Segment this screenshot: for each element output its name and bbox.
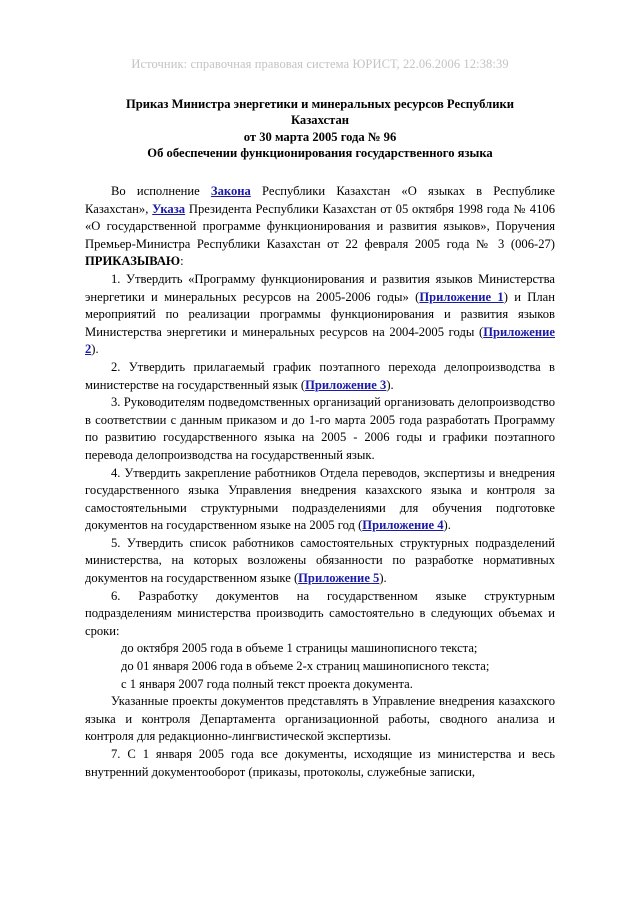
link-prilozhenie-2[interactable]: Приложение 2 — [85, 324, 555, 357]
preamble-text-1: Во исполнение — [111, 184, 211, 198]
order-item-5 — [85, 535, 555, 588]
link-zakon[interactable]: Закона — [210, 184, 251, 198]
preamble-paragraph — [85, 183, 555, 271]
preamble-text-3: Президента Республики Казахстан от 05 октября 1998 года № 4106 «О государственной программе функционирования и развития языков», Поручения Премьер-Министра Республики Казахстан от 22 февраля 2005 года № 3 (006-27) — [85, 201, 555, 251]
deadline-item-1: до октября 2005 года в объеме 1 страницы машинописного текста; — [121, 641, 478, 656]
order-item-7: 7. С 1 января 2005 года все документы, исходящие из министерства и весь внутренний документооборот (приказы, протоколы, служебные записки, — [85, 747, 555, 779]
document-body — [85, 183, 555, 781]
page-title-line-2: Казахстан — [290, 113, 350, 128]
order-item-3: 3. Руководителям подведомственных организаций организовать делопроизводство в соответствии с данным приказом и до 1-го марта 2005 года разработать Программу по развитию государственного языка на 2005 - 2006 годы и графики поэтапного перевода делопроизводства на государственный язык. — [85, 395, 555, 462]
item-4-text-1: 4. Утвердить закрепление работников Отдела переводов, экспертизы и внедрения государственного языка Управления внедрения казахского языка и контроля за самостоятельными структурными подразделениями для обучения подготовке документов на государственном языке на 2005 год ( — [85, 465, 555, 533]
link-prilozhenie-3[interactable]: Приложение 3 — [305, 377, 387, 392]
order-item-4 — [85, 465, 555, 535]
submission-paragraph: Указанные проекты документов представлять в Управление внедрения казахского языка и контроля Департамента организационной работы, сводного анализа и контроля для редакционно-лингвистической экспертизы. — [85, 694, 555, 744]
source-header: Источник: справочная правовая система ЮРИСТ, 22.06.2006 12:38:39 — [131, 57, 509, 71]
document-subject-line: Об обеспечении функционирования государственного языка — [147, 145, 493, 160]
deadline-item-2: до 01 января 2006 года в объеме 2-х страниц машинописного текста; — [121, 659, 490, 674]
link-prilozhenie-4[interactable]: Приложение 4 — [362, 518, 444, 533]
item-1-text-3: ). — [91, 342, 99, 357]
link-ukaz[interactable]: Указа — [152, 201, 186, 216]
item-4-text-2: ). — [443, 518, 451, 533]
link-prilozhenie-5[interactable]: Приложение 5 — [298, 571, 380, 586]
page-title-line-1: Приказ Министра энергетики и минеральных ресурсов Республики — [125, 97, 514, 111]
deadline-item-3: с 1 января 2007 года полный текст проекта документа. — [121, 676, 413, 691]
order-item-6: 6. Разработку документов на государственном языке структурным подразделениям министерства производить самостоятельно в следующих объемах и сроки: — [85, 588, 555, 638]
preamble-text-2: Республики Казахстан «О языках в Республике Казахстан», — [85, 184, 555, 216]
item-5-text-1: 5. Утвердить список работников самостоятельных структурных подразделений министерства, на которых возложены обязанности по разработке нормативных документов на государственном языке ( — [85, 535, 555, 586]
item-2-text-1: 2. Утвердить прилагаемый график поэтапного перехода делопроизводства в министерстве на государственный язык ( — [85, 359, 555, 392]
document-number-line: от 30 марта 2005 года № 96 — [243, 129, 397, 144]
item-1-text-1: 1. Утвердить «Программу функционирования и развития языков Министерства энергетики и минеральных ресурсов на 2005-2006 годы» ( — [85, 271, 555, 304]
item-2-text-2: ). — [386, 377, 394, 392]
document-title-block — [85, 96, 555, 161]
item-1-text-2: ) и План мероприятий по реализации программы функционирования и развития языков Министерства энергетики и минеральных ресурсов на 2004-2005 годы ( — [85, 289, 555, 339]
link-prilozhenie-1[interactable]: Приложение 1 — [419, 289, 504, 304]
order-item-1 — [85, 271, 555, 359]
order-item-2 — [85, 359, 555, 394]
item-5-text-2: ). — [379, 571, 387, 586]
preamble-text-4: : — [180, 254, 184, 269]
prikazyvayu-keyword: ПРИКАЗЫВАЮ — [85, 254, 181, 269]
